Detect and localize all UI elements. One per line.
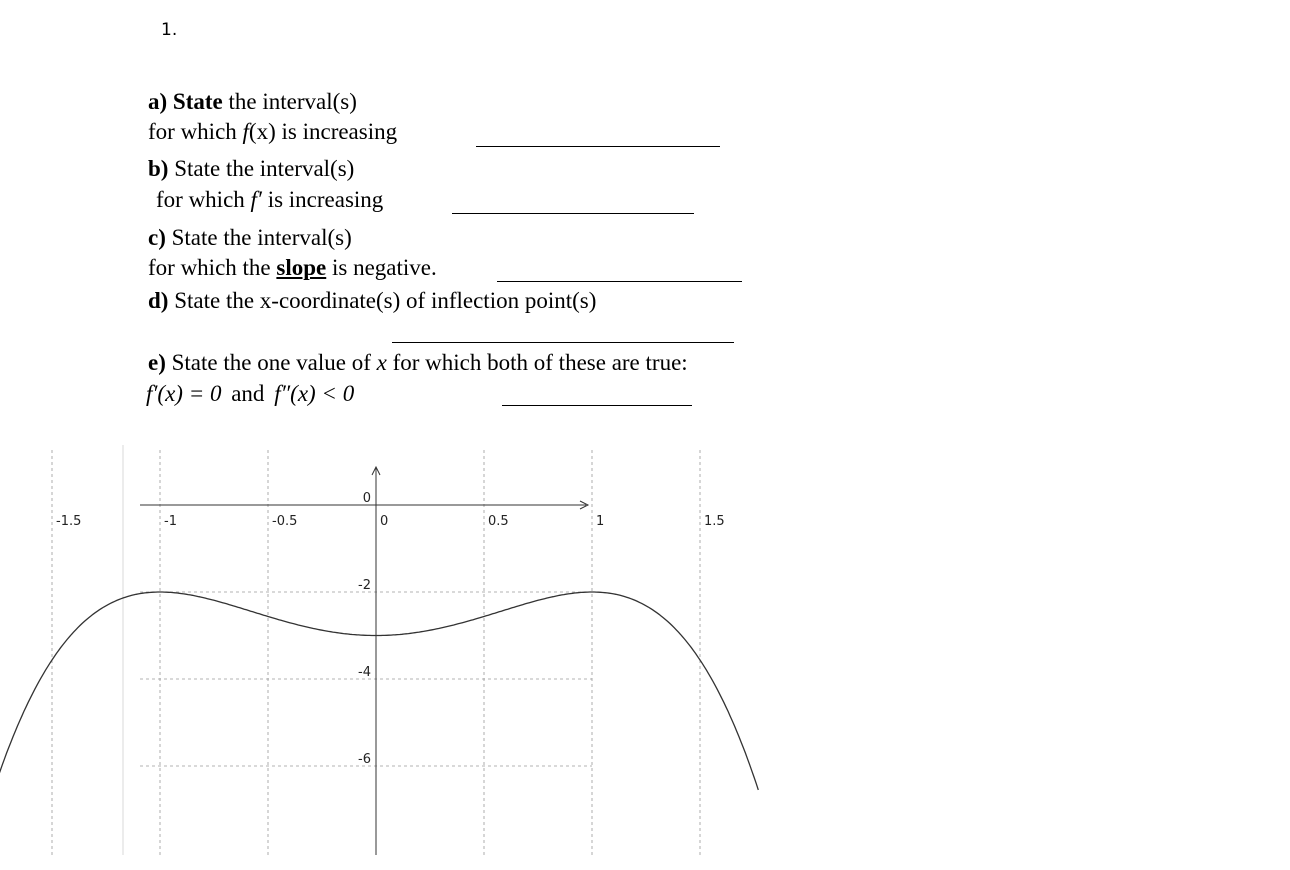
- function-f-prime: f′: [250, 187, 262, 212]
- x-tick-label: 1: [596, 514, 605, 529]
- y-tick-label: 0: [362, 491, 371, 506]
- question-b-label: b): [148, 156, 169, 181]
- condition-first-derivative: f′(x) = 0: [146, 381, 222, 406]
- question-b-line1: [148, 155, 354, 183]
- question-a-line2: [148, 118, 397, 146]
- question-b-line2: [156, 186, 383, 214]
- question-e-label: e): [148, 350, 166, 375]
- question-e-line2: [146, 380, 354, 408]
- question-e-line1: [148, 349, 688, 377]
- answer-blank-b[interactable]: [452, 213, 694, 214]
- question-a-line1: [148, 88, 357, 116]
- and-word: and: [231, 381, 265, 406]
- question-c-label: c): [148, 225, 166, 250]
- answer-blank-e[interactable]: [502, 405, 692, 406]
- question-c-prefix: for which the: [148, 255, 277, 280]
- x-tick-label: 0.5: [488, 514, 509, 529]
- x-tick-label: -1.5: [56, 514, 82, 529]
- question-c-line2: [148, 254, 437, 282]
- answer-blank-a[interactable]: [476, 146, 720, 147]
- question-c-text: State the interval(s): [165, 225, 352, 250]
- question-a-prefix: for which: [148, 119, 243, 144]
- y-tick-label: -6: [358, 752, 371, 767]
- answer-blank-c[interactable]: [497, 281, 742, 282]
- question-a-bold-word: State: [172, 89, 223, 114]
- question-a-label: a): [148, 89, 168, 114]
- question-d-label: d): [148, 288, 169, 313]
- condition-second-derivative: f″(x) < 0: [274, 381, 355, 406]
- question-d-text: State the x-coordinate(s) of inflection point(s): [168, 288, 597, 313]
- x-tick-label: -1: [164, 514, 177, 529]
- function-f: f: [242, 119, 249, 144]
- function-graph: [56, 445, 725, 855]
- variable-x: x: [376, 350, 387, 375]
- question-a-suffix: is increasing: [275, 119, 398, 144]
- x-tick-label: 1.5: [704, 514, 725, 529]
- answer-blank-d[interactable]: [392, 342, 734, 343]
- question-e-suffix: for which both of these are true:: [386, 350, 688, 375]
- question-b-prefix: for which: [156, 187, 251, 212]
- question-a-text: the interval(s): [222, 89, 357, 114]
- graph-axes: [140, 467, 588, 855]
- question-b-text: State the interval(s): [168, 156, 355, 181]
- question-e-prefix: State the one value of: [165, 350, 377, 375]
- x-tick-label: -0.5: [272, 514, 298, 529]
- y-tick-label: -2: [358, 578, 371, 593]
- question-b-suffix: is increasing: [261, 187, 384, 212]
- slope-word: slope: [276, 255, 327, 280]
- y-tick-label: -4: [358, 665, 371, 680]
- question-c-suffix: is negative.: [326, 255, 437, 280]
- function-arg: (x): [248, 119, 276, 144]
- question-d-line: [148, 287, 596, 315]
- question-c-line1: [148, 224, 352, 252]
- problem-number: 1.: [161, 20, 178, 40]
- x-tick-label: 0: [380, 514, 389, 529]
